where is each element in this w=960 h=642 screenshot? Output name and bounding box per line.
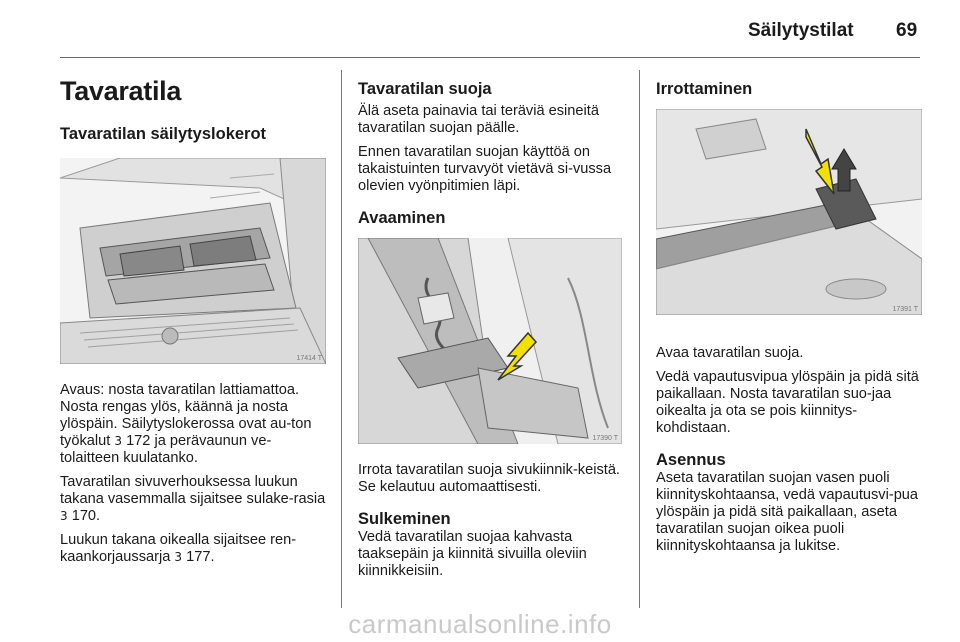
paragraph: Älä aseta painavia tai teräviä esineitä tavaratilan suojan päälle. <box>358 103 599 136</box>
cross-reference-icon: 3 <box>60 509 68 523</box>
figure-number: 17390 T <box>592 435 618 442</box>
column-divider <box>341 70 342 608</box>
paragraph: Ennen tavaratilan suojan käyttöä on takaistuinten turvavyöt vietävä si-vussa olevien vyönpitimien läpi. <box>358 144 612 194</box>
cover-open-figure <box>358 238 622 444</box>
cover-removal-figure <box>656 109 922 315</box>
cross-reference-icon: 3 <box>174 550 183 564</box>
storage-compartment-figure <box>60 158 326 364</box>
column-right <box>656 70 924 555</box>
watermark-text: carmanualsonline.info <box>348 609 612 639</box>
section-title: Säilytystilat <box>748 20 854 41</box>
heading-removing: Irrottaminen <box>656 80 753 98</box>
header-rule <box>60 57 920 58</box>
paragraph: Vedä tavaratilan suojaa kahvasta taaksepäin ja kiinnitä sivuilla oleviin kiinnikkeisiin. <box>358 529 587 579</box>
figure-number: 17414 T <box>296 355 322 362</box>
paragraph: Irrota tavaratilan suoja sivukiinnik-keistä. Se kelautuu automaattisesti. <box>358 462 620 495</box>
paragraph: Tavaratilan sivuverhouksessa luukun takana vasemmalla sijaitsee sulake-rasia 3 170. <box>60 474 326 524</box>
subsection-title: Tavaratilan säilytyslokerot <box>60 125 267 143</box>
cross-reference-icon: 3 <box>114 434 122 448</box>
paragraph: Aseta tavaratilan suojan vasen puoli kiinnityskohtaansa, vedä vapautusvi-pua ylöspäin ja pidä sitä paikallaan, aseta tavaratilan suojan oikea puoli kiinnityskohtaansa ja lukitse. <box>656 470 919 554</box>
chapter-title: Tavaratila <box>60 76 182 106</box>
page-number: 69 <box>896 20 918 41</box>
paragraph: Avaus: nosta tavaratilan lattiamattoa. Nosta rengas ylös, käännä ja nosta ylöspäin. Säilytyslokerossa ovat au-ton työkalut 3 172 ja perävaunun ve-tolaitteen kuulatanko. <box>60 382 312 466</box>
figure-number: 17391 T <box>892 306 918 313</box>
heading-installing: Asennus <box>656 451 726 469</box>
column-middle <box>358 70 624 580</box>
subsection-title: Tavaratilan suoja <box>358 80 492 98</box>
paragraph: Avaa tavaratilan suoja. <box>656 345 804 361</box>
heading-opening: Avaaminen <box>358 209 446 227</box>
page-header <box>0 0 960 58</box>
paragraph: Vedä vapautusvipua ylöspäin ja pidä sitä paikallaan. Nosta tavaratilan suo-jaa oikealta ja ota se pois kiinnitys-kohdistaan. <box>656 369 919 436</box>
watermark <box>0 609 960 640</box>
heading-closing: Sulkeminen <box>358 510 451 528</box>
paragraph: Luukun takana oikealla sijaitsee ren-kaankorjaussarja 3 177. <box>60 532 297 565</box>
column-divider <box>639 70 640 608</box>
column-left <box>60 70 328 566</box>
